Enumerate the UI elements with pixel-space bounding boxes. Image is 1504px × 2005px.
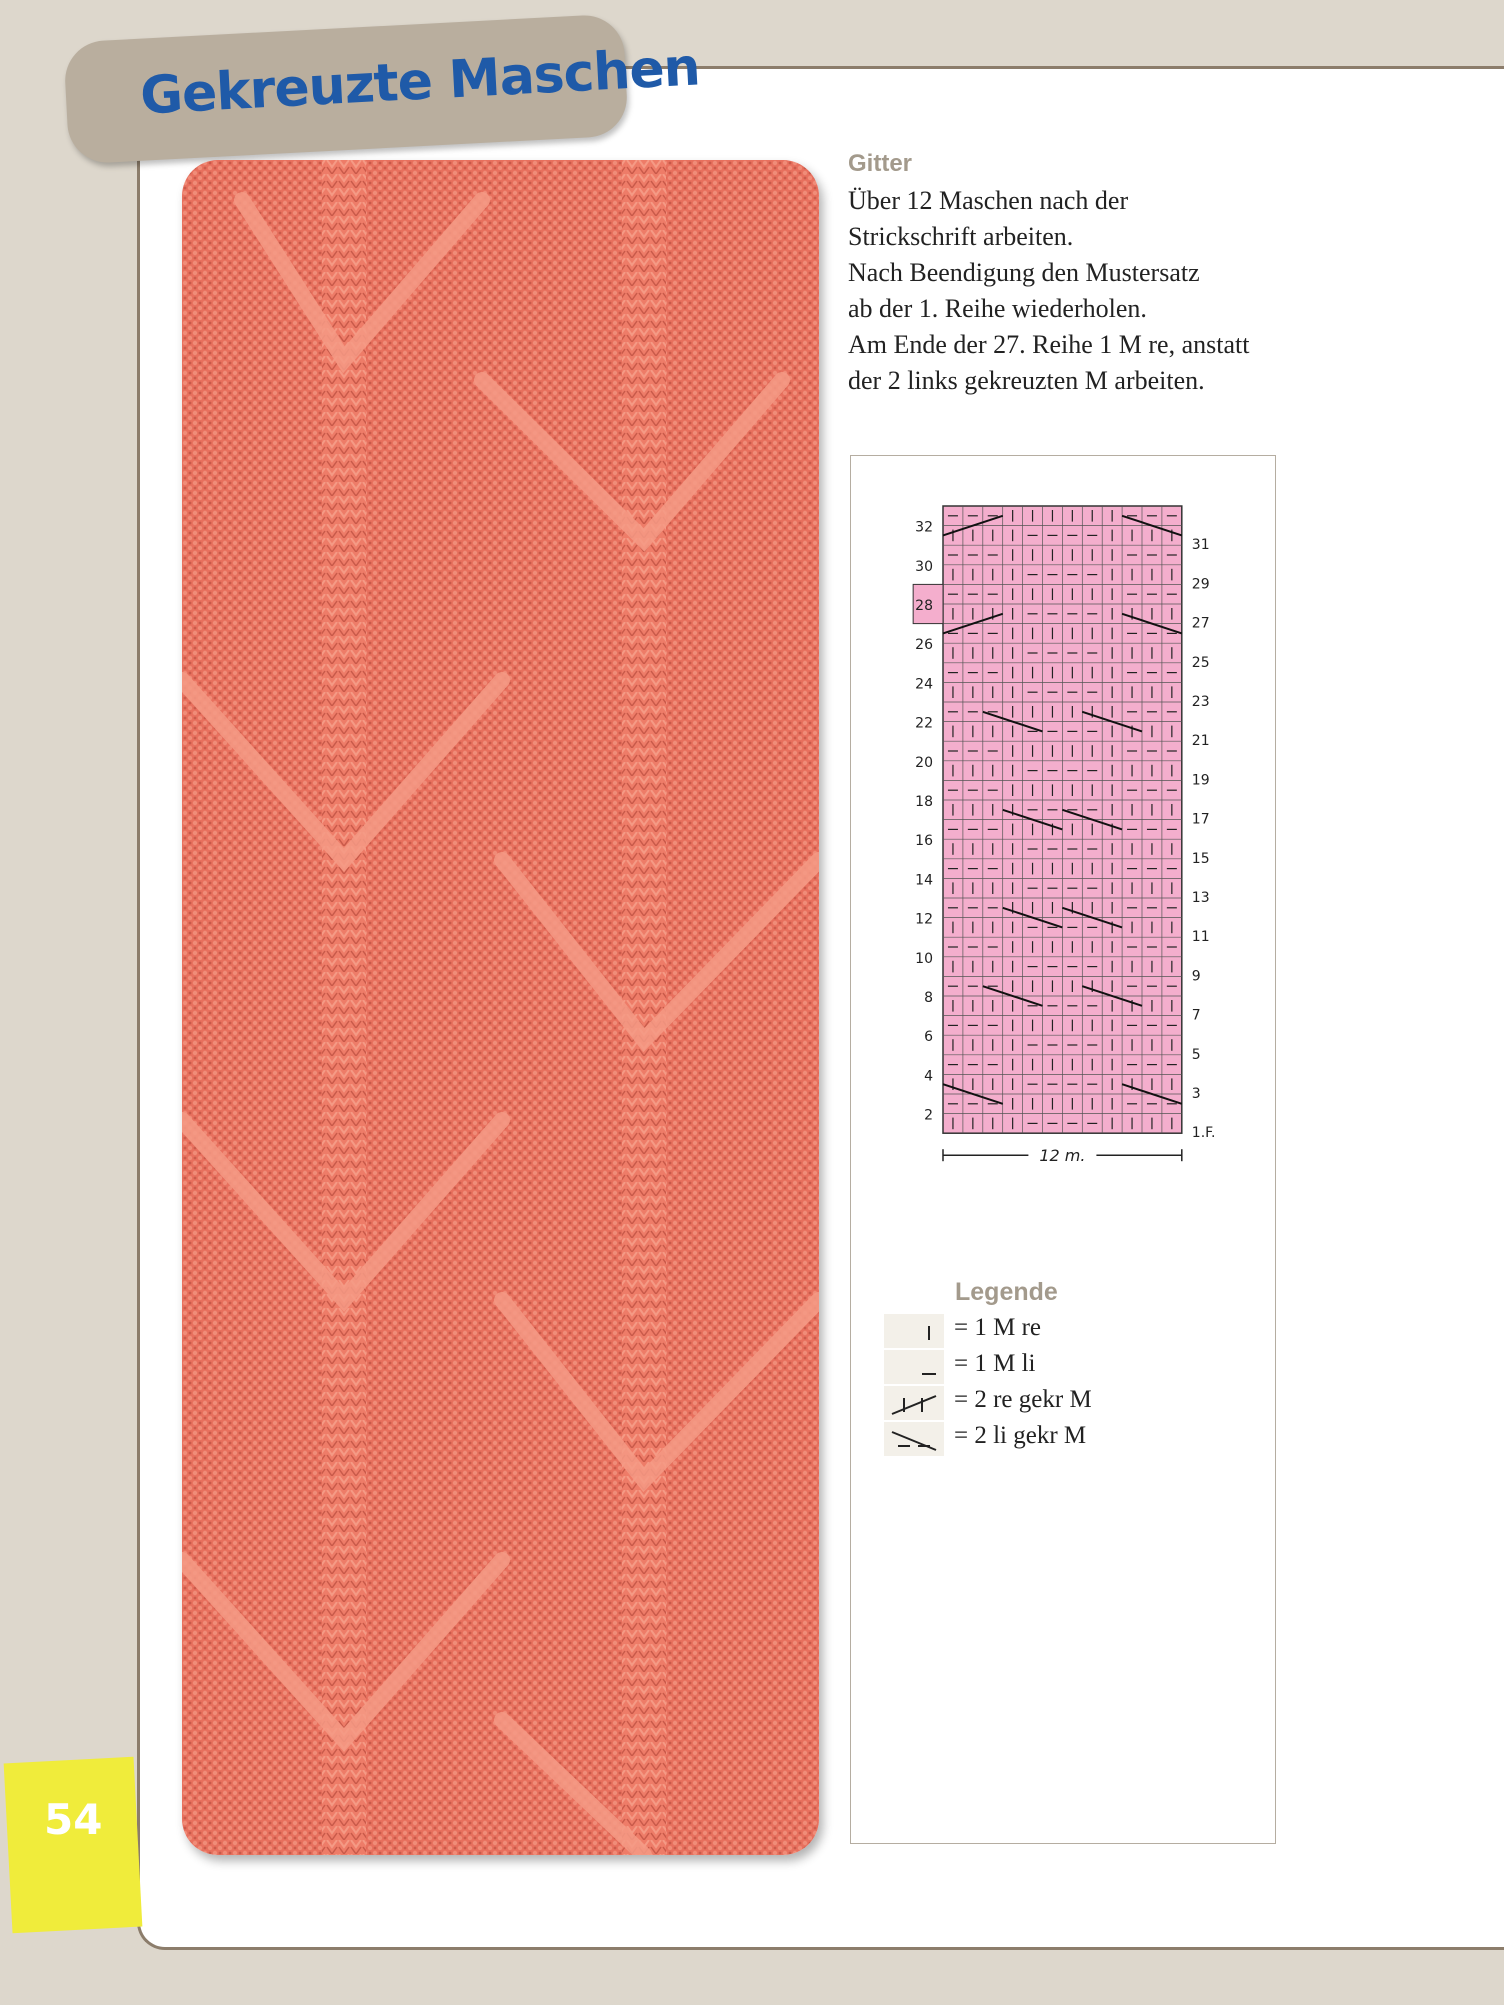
row-label: 4 <box>924 1068 933 1085</box>
row-label: 12 <box>915 911 933 928</box>
purl-symbol-icon <box>884 1350 944 1384</box>
row-label: 23 <box>1191 694 1210 710</box>
width-label: 12 m. <box>1039 1146 1086 1166</box>
instruction-line: der 2 links gekreuzten M arbeiten. <box>848 366 1205 395</box>
right-cross-symbol-icon <box>884 1386 944 1420</box>
row-label: 13 <box>1191 890 1210 906</box>
row-label: 14 <box>915 872 933 889</box>
instruction-line: Nach Beendigung den Mustersatz <box>848 258 1200 287</box>
page-title: Gekreuzte Maschen <box>138 37 702 127</box>
row-label: 8 <box>924 990 933 1006</box>
row-label: 2 <box>924 1107 933 1124</box>
row-label: 22 <box>915 715 933 732</box>
row-label: 5 <box>1191 1046 1201 1063</box>
instruction-line: Am Ende der 27. Reihe 1 M re, anstatt <box>848 330 1250 359</box>
row-label: 6 <box>924 1029 933 1046</box>
row-label: 21 <box>1191 733 1210 750</box>
row-label: 16 <box>915 833 933 850</box>
row-label: 11 <box>1191 929 1210 946</box>
row-label: 32 <box>915 519 933 536</box>
instruction-line: Strickschrift arbeiten. <box>848 222 1074 251</box>
row-label: 30 <box>915 558 933 575</box>
pattern-heading: Gitter <box>848 150 913 177</box>
row-label: 9 <box>1191 968 1201 985</box>
row-label: 25 <box>1191 654 1210 671</box>
legend-text: = 1 M re <box>954 1314 1041 1341</box>
row-label: 17 <box>1191 811 1210 828</box>
row-label: 27 <box>1191 615 1210 632</box>
row-label: 10 <box>915 950 933 967</box>
row-label: 1.F. <box>1191 1125 1216 1142</box>
knit-symbol-icon <box>884 1314 944 1348</box>
row-label: 7 <box>1191 1007 1201 1024</box>
row-label: 28 <box>915 598 933 614</box>
row-label: 18 <box>915 794 933 810</box>
pattern-instructions <box>848 183 1268 399</box>
row-label: 31 <box>1191 537 1210 554</box>
row-label: 20 <box>915 754 933 771</box>
page-number: 54 <box>44 1795 103 1844</box>
knitting-chart <box>851 496 1275 1216</box>
left-cross-symbol-icon <box>884 1422 944 1456</box>
row-label: 26 <box>915 637 933 654</box>
instruction-line: ab der 1. Reihe wiederholen. <box>848 294 1147 323</box>
legend-text: = 1 M li <box>954 1350 1036 1377</box>
legend-title: Legende <box>955 1278 1058 1306</box>
knitting-sample-photo <box>182 160 819 1855</box>
legend-text: = 2 re gekr M <box>954 1386 1092 1413</box>
row-label: 3 <box>1191 1086 1201 1102</box>
legend-text: = 2 li gekr M <box>954 1422 1087 1449</box>
page-number-badge <box>4 1757 143 1934</box>
instruction-line: Über 12 Maschen nach der <box>848 186 1129 215</box>
row-label: 29 <box>1191 576 1210 593</box>
knitting-chart-frame <box>850 455 1276 1844</box>
row-label: 19 <box>1191 772 1210 789</box>
row-label: 15 <box>1191 850 1210 867</box>
row-label: 24 <box>915 676 933 693</box>
